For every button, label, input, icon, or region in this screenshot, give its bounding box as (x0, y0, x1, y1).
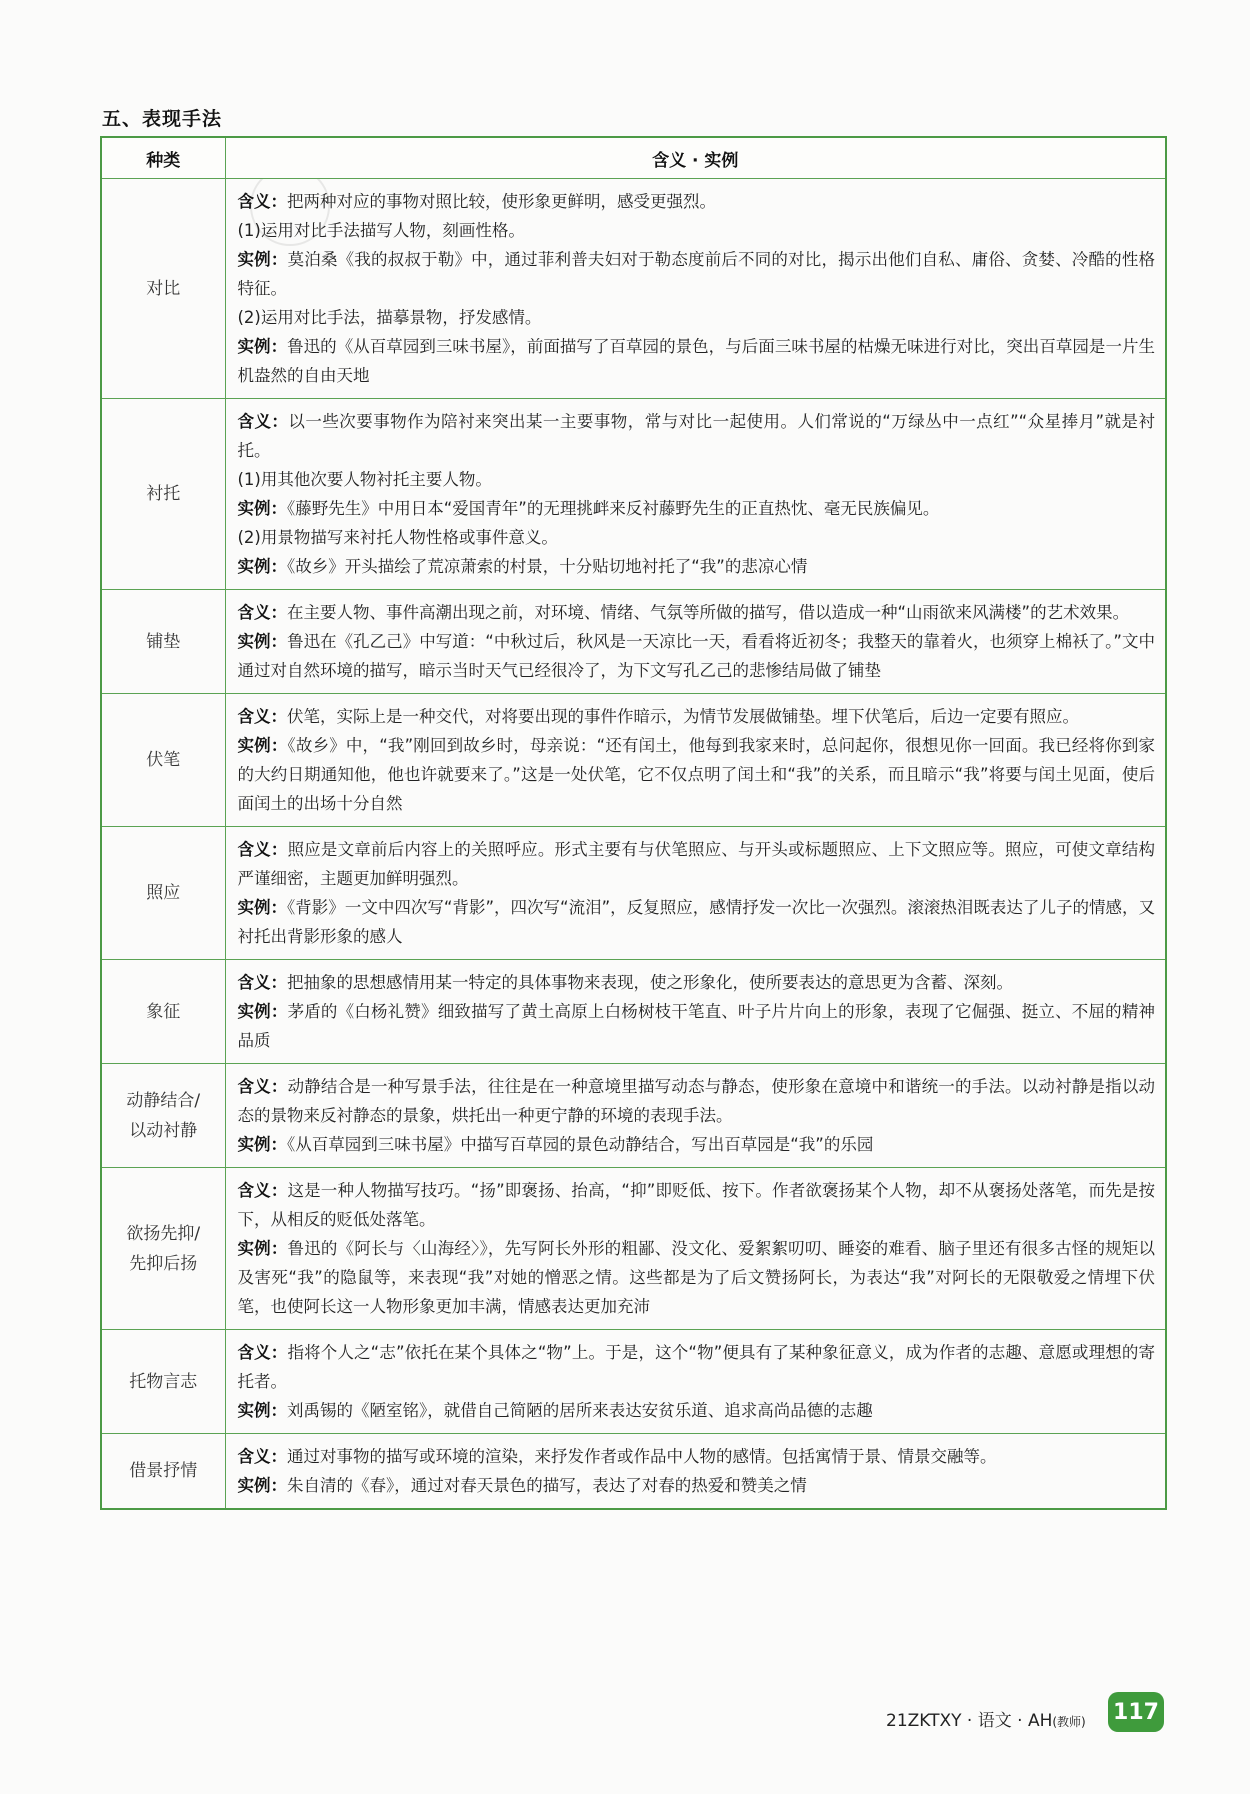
technique-type: 照应 (101, 827, 225, 960)
content-line (238, 552, 1156, 581)
content-line (238, 465, 1156, 494)
technique-type: 衬托 (101, 399, 225, 590)
footer-code (886, 1706, 1086, 1731)
line-label: 含义： (237, 973, 287, 992)
line-label: 实例： (237, 1476, 287, 1495)
line-text: 莫泊桑《我的叔叔于勒》中，通过菲利普夫妇对于勒态度前后不同的对比，揭示出他们自私、庸俗、贪婪、冷酷的性格特征。 (237, 250, 1156, 298)
line-label: 实例： (237, 632, 288, 651)
line-text: 刘禹锡的《陋室铭》，就借自己简陋的居所来表达安贫乐道、追求高尚品德的志趣 (287, 1401, 873, 1420)
line-label: 含义： (237, 412, 289, 431)
line-text: 把抽象的思想感情用某一特定的具体事物来表现，使之形象化，使所要表达的意思更为含蓄、深刻。 (287, 973, 1013, 992)
technique-content (225, 399, 1166, 590)
line-label: 实例： (237, 250, 288, 269)
line-text: (2)运用对比手法，描摹景物，抒发感情。 (237, 308, 542, 327)
line-text: 《故乡》中，“我”刚回到故乡时，母亲说：“还有闰土，他每到我家来时，总问起你，很想见你一回面。我已经将你到家的大约日期通知他，他也许就要来了。”这是一处伏笔，它不仅点明了闰土和“我”的关系，而且暗示“我”将要与闰土见面，使后面闰土的出场十分自然 (237, 736, 1156, 813)
line-text: (1)运用对比手法描写人物，刻画性格。 (237, 221, 525, 240)
table-row (101, 694, 1166, 827)
line-label: 实例： (237, 557, 287, 576)
table-row (101, 1064, 1166, 1168)
technique-type: 借景抒情 (101, 1434, 225, 1510)
content-line (238, 598, 1156, 627)
line-label: 实例： (237, 1401, 287, 1420)
content-line (238, 1442, 1156, 1471)
technique-type: 铺垫 (101, 590, 225, 694)
line-text: 茅盾的《白杨礼赞》细致描写了黄土高原上白杨树枝干笔直、叶子片片向上的形象，表现了它倔强、挺立、不屈的精神品质 (237, 1002, 1156, 1050)
table-row (101, 1330, 1166, 1434)
content-line (238, 731, 1156, 818)
line-text: 以一些次要事物作为陪衬来突出某一主要事物，常与对比一起使用。人们常说的“万绿丛中一点红”“众星捧月”就是衬托。 (237, 412, 1155, 460)
content-line (238, 494, 1156, 523)
table-row (101, 827, 1166, 960)
technique-type: 伏笔 (101, 694, 225, 827)
content-line (238, 216, 1156, 245)
line-text: 《背影》一文中四次写“背影”，四次写“流泪”，反复照应，感情抒发一次比一次强烈。滚滚热泪既表达了儿子的情感，又衬托出背影形象的感人 (237, 898, 1155, 946)
line-label: 实例： (237, 1135, 287, 1154)
technique-content (225, 694, 1166, 827)
technique-content (225, 179, 1166, 399)
technique-type: 欲扬先抑/ 先抑后扬 (101, 1168, 225, 1330)
content-line (238, 523, 1156, 552)
section-title: 五、表现手法 (102, 108, 223, 130)
line-text: 指将个人之“志”依托在某个具体之“物”上。于是，这个“物”便具有了某种象征意义，成为作者的志趣、意愿或理想的寄托者。 (237, 1343, 1155, 1391)
content-line (238, 1072, 1156, 1130)
line-label: 含义： (237, 1181, 288, 1200)
content-line (238, 627, 1156, 685)
line-label: 含义： (237, 840, 288, 859)
content-line (238, 1396, 1156, 1425)
line-text: 伏笔，实际上是一种交代，对将要出现的事件作暗示，为情节发展做铺垫。埋下伏笔后，后边一定要有照应。 (287, 707, 1079, 726)
technique-type: 象征 (101, 960, 225, 1064)
header-type: 种类 (101, 137, 225, 179)
line-text: 《故乡》开头描绘了荒凉萧索的村景，十分贴切地衬托了“我”的悲凉心情 (287, 557, 808, 576)
line-label: 实例： (237, 337, 288, 356)
content-line (238, 1234, 1156, 1321)
table-row (101, 960, 1166, 1064)
line-text: 鲁迅的《阿长与〈山海经〉》，先写阿长外形的粗鄙、没文化、爱絮絮叨叨、睡姿的难看、脑子里还有很多古怪的规矩以及害死“我”的隐鼠等，来表现“我”对她的憎恶之情。这些都是为了后文赞扬阿长，为表达“我”对阿长的无限敬爱之情埋下伏笔，也使阿长这一人物形象更加丰满，情感表达更加充沛 (237, 1239, 1156, 1316)
line-text: (1)用其他次要人物衬托主要人物。 (237, 470, 492, 489)
table-row (101, 1434, 1166, 1510)
content-line (238, 968, 1156, 997)
line-text: 照应是文章前后内容上的关照呼应。形式主要有与伏笔照应、与开头或标题照应、上下文照应等。照应，可使文章结构严谨细密，主题更加鲜明强烈。 (237, 840, 1156, 888)
line-label: 含义： (237, 192, 287, 211)
line-text: 《藤野先生》中用日本“爱国青年”的无理挑衅来反衬藤野先生的正直热忱、毫无民族偏见。 (287, 499, 940, 518)
line-text: 这是一种人物描写技巧。“扬”即褒扬、抬高，“抑”即贬低、按下。作者欲褒扬某个人物，却不从褒扬处落笔，而先是按下，从相反的贬低处落笔。 (237, 1181, 1156, 1229)
technique-type: 托物言志 (101, 1330, 225, 1434)
technique-content (225, 590, 1166, 694)
content-line (238, 893, 1156, 951)
page-number-badge: 117 (1108, 1692, 1164, 1732)
table-row (101, 399, 1166, 590)
table-row (101, 179, 1166, 399)
technique-content (225, 960, 1166, 1064)
technique-content (225, 1330, 1166, 1434)
table-header-row (101, 137, 1166, 179)
line-text: 鲁迅在《孔乙己》中写道：“中秋过后，秋风是一天凉比一天，看看将近初冬；我整天的靠着火，也须穿上棉袄了。”文中通过对自然环境的描写，暗示当时天气已经很冷了，为下文写孔乙己的悲惨结局做了铺垫 (237, 632, 1155, 680)
line-label: 含义： (237, 603, 287, 622)
line-text: 朱自清的《春》，通过对春天景色的描写，表达了对春的热爱和赞美之情 (287, 1476, 807, 1495)
line-text: 《从百草园到三味书屋》中描写百草园的景色动静结合，写出百草园是“我”的乐园 (287, 1135, 874, 1154)
technique-content (225, 1168, 1166, 1330)
line-label: 实例： (237, 736, 288, 755)
line-text: (2)用景物描写来衬托人物性格或事件意义。 (237, 528, 558, 547)
content-line (238, 332, 1156, 390)
line-label: 含义： (237, 707, 287, 726)
technique-content (225, 827, 1166, 960)
content-line (238, 1176, 1156, 1234)
line-label: 含义： (237, 1447, 287, 1466)
content-line (238, 835, 1156, 893)
line-label: 含义： (237, 1077, 288, 1096)
technique-content (225, 1434, 1166, 1510)
content-line (238, 1338, 1156, 1396)
line-label: 实例： (237, 499, 287, 518)
footer-code-text: 21ZKTXY · 语文 · AH (886, 1711, 1053, 1731)
header-meaning: 含义 · 实例 (225, 137, 1166, 179)
line-text: 通过对事物的描写或环境的渲染，来抒发作者或作品中人物的感情。包括寓情于景、情景交融等。 (287, 1447, 997, 1466)
content-line (238, 1130, 1156, 1159)
content-line (238, 702, 1156, 731)
footer-code-note: (教师) (1052, 1715, 1086, 1729)
line-label: 含义： (237, 1343, 288, 1362)
technique-type: 动静结合/ 以动衬静 (101, 1064, 225, 1168)
table-row (101, 1168, 1166, 1330)
line-text: 动静结合是一种写景手法，往往是在一种意境里描写动态与静态，使形象在意境中和谐统一的手法。以动衬静是指以动态的景物来反衬静态的景象，烘托出一种更宁静的环境的表现手法。 (237, 1077, 1156, 1125)
content-line (238, 245, 1156, 303)
technique-content (225, 1064, 1166, 1168)
table-row (101, 590, 1166, 694)
line-label: 实例： (237, 1002, 288, 1021)
content-line (238, 303, 1156, 332)
content-line (238, 1471, 1156, 1500)
line-text: 把两种对应的事物对照比较，使形象更鲜明，感受更强烈。 (287, 192, 716, 211)
content-line (238, 997, 1156, 1055)
content-line (238, 187, 1156, 216)
line-label: 实例： (237, 898, 288, 917)
line-text: 鲁迅的《从百草园到三味书屋》，前面描写了百草园的景色，与后面三味书屋的枯燥无味进行对比，突出百草园是一片生机盎然的自由天地 (237, 337, 1156, 385)
line-label: 实例： (237, 1239, 288, 1258)
line-text: 在主要人物、事件高潮出现之前，对环境、情绪、气氛等所做的描写，借以造成一种“山雨欲来风满楼”的艺术效果。 (287, 603, 1130, 622)
content-line (238, 407, 1156, 465)
techniques-table (100, 136, 1167, 1510)
technique-type: 对比 (101, 179, 225, 399)
